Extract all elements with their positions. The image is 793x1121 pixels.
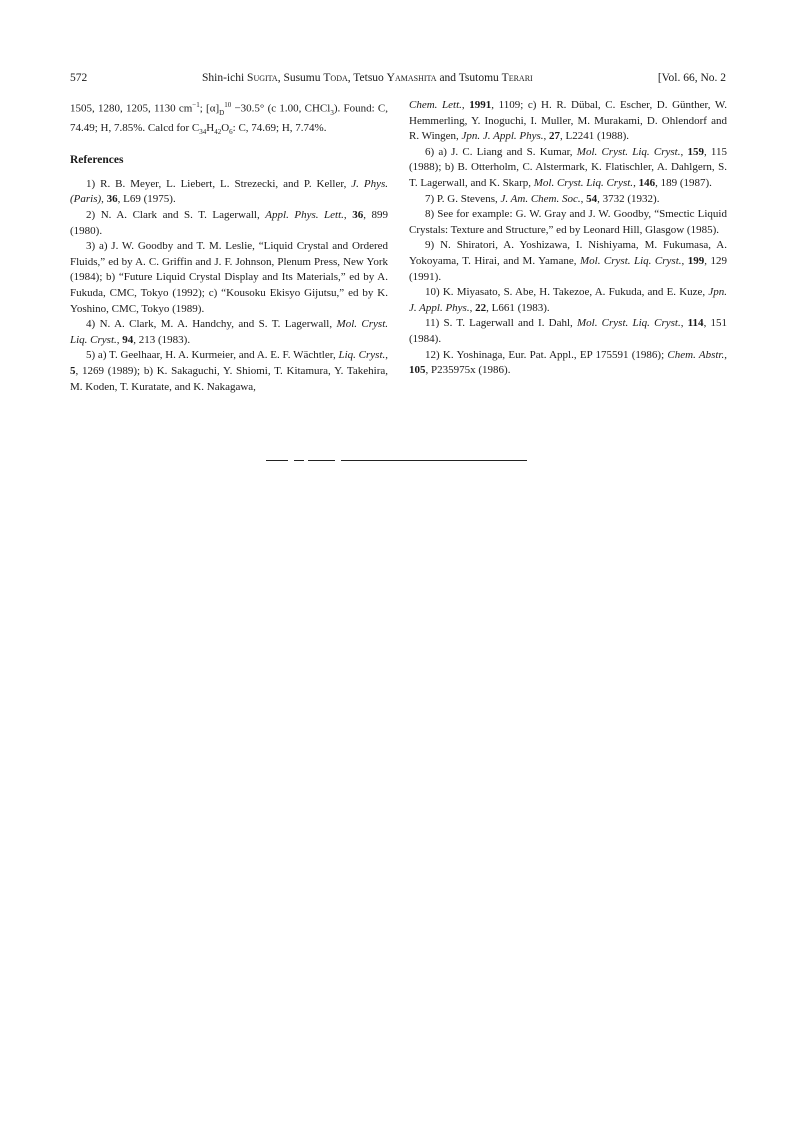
reference-10: 10) K. Miyasato, S. Abe, H. Takezoe, A. Fukuda, and E. Kuze, Jpn. J. Appl. Phys., 22, L661 (1983). bbox=[409, 286, 727, 314]
reference-8: 8) See for example: G. W. Gray and J. W. Goodby, “Smectic Liquid Crystals: Texture and Structure,” ed by Leonard Hill, Glasgow (1985). bbox=[409, 208, 727, 236]
reference-7: 7) P. G. Stevens, J. Am. Chem. Soc., 54, 3732 (1932). bbox=[425, 192, 660, 205]
end-rule-gap bbox=[304, 458, 308, 462]
reference-2: 2) N. A. Clark and S. T. Lagerwall, Appl. Phys. Lett., 36, 899 (1980). bbox=[70, 209, 389, 237]
ir-data-line: 1505, 1280, 1205, 1130 $cm^{-1}$; $[\alpha]_D^{10} -30.5^\circ$ (c 1.00, CHCl$_3$). Found: C, 74.49; H, 7.85%. Calcd for $C_{34}H_{42}O_6$: C, 74.69; H, 7.74%. bbox=[70, 101, 389, 137]
end-rule-gap bbox=[335, 458, 341, 462]
volume-issue: [Vol. 66, No. 2 bbox=[657, 72, 726, 84]
reference-9: 9) N. Shiratori, A. Yoshizawa, I. Nishiyama, M. Fukumasa, A. Yokoyama, T. Hirai, and M. Yamane, Mol. Cryst. Liq. Cryst., 199, 129 (1991). bbox=[409, 239, 728, 283]
running-authors: Shin-ichi Sugita, Susumu Toda, Tetsuo Yamashita and Tsutomu Terari bbox=[202, 72, 533, 84]
right-column bbox=[409, 98, 727, 379]
reference-6: 6) a) J. C. Liang and S. Kumar, Mol. Cryst. Liq. Cryst., 159, 115 (1988); b) B. Otterholm, C. Alstermark, K. Flatischler, A. Dahlgern, S. T. Lagerwall, and K. Skarp, Mol. Cryst. Liq. Cryst., 146, 189 (1987). bbox=[409, 145, 728, 189]
reference-12: 12) K. Yoshinaga, Eur. Pat. Appl., EP 175591 (1986); Chem. Abstr., 105, P235975x (1986). bbox=[409, 348, 727, 377]
reference-5: 5) a) T. Geelhaar, H. A. Kurmeier, and A. E. F. Wächtler, Liq. Cryst., 5, 1269 (1989); b) K. Sakaguchi, Y. Shiomi, T. Kitamura, Y. Takehira, M. Koden, T. Kuratate, and K. Nakagawa, bbox=[70, 349, 388, 393]
end-rule-gap bbox=[288, 458, 294, 462]
running-header bbox=[70, 71, 726, 87]
reference-11: 11) S. T. Lagerwall and I. Dahl, Mol. Cryst. Liq. Cryst., 114, 151 (1984). bbox=[409, 317, 728, 345]
reference-5-continued: Chem. Lett., 1991, 1109; c) H. R. Dübal, C. Escher, D. Günther, W. Hemmerling, Y. Inoguchi, I. Muller, M. Murakami, D. Ohlendorf and R. Wingen, Jpn. J. Appl. Phys., 27, L2241 (1988). bbox=[409, 99, 727, 143]
references-heading: References bbox=[70, 154, 124, 167]
page-number: 572 bbox=[70, 72, 88, 84]
left-column bbox=[70, 98, 388, 395]
reference-1: 1) R. B. Meyer, L. Liebert, L. Strezecki, and P. Keller, J. Phys. (Paris), 36, L69 (1975). bbox=[70, 177, 388, 206]
reference-4: 4) N. A. Clark, M. A. Handchy, and S. T. Lagerwall, Mol. Cryst. Liq. Cryst., 94, 213 (1983). bbox=[70, 318, 388, 346]
reference-3: 3) a) J. W. Goodby and T. M. Leslie, “Liquid Crystal and Ordered Fluids,” ed by A. C. Griffin and J. F. Johnson, Plenum Press, New York (1984); b) “Future Liquid Crystal Display and Its Materials,” ed by A. Fukuda, CMC, Tokyo (1992); c) “Kousoku Ekisyo Gijutsu,” ed by K. Yoshino, CMC, Tokyo (1989). bbox=[70, 240, 388, 315]
